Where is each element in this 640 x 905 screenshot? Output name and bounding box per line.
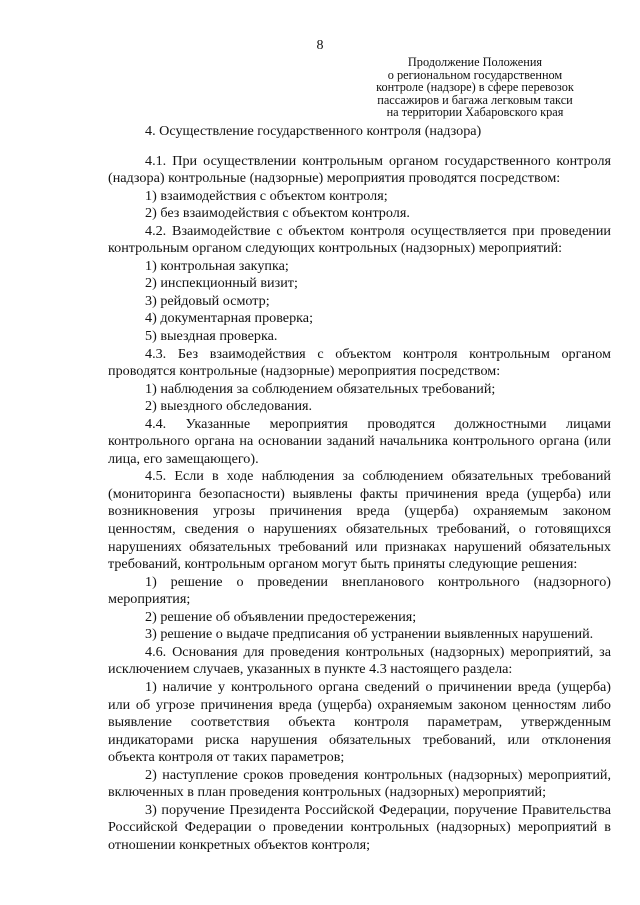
paragraph: 4.3. Без взаимодействия с объектом контроля контрольным органом проводятся контрольные (надзорные) мероприятия посредством:: [108, 345, 611, 380]
paragraph: 2) инспекционный визит;: [145, 275, 298, 292]
paragraph: 1) взаимодействия с объектом контроля;: [145, 187, 388, 204]
paragraph: 2) решение об объявлении предостережения;: [145, 608, 417, 625]
header-line: на территории Хабаровского края: [386, 105, 564, 120]
paragraph: 3) рейдовый осмотр;: [145, 292, 270, 309]
paragraph: 1) наличие у контрольного органа сведений о причинении вреда (ущерба) или об угрозе причинения вреда (ущерба) охраняемым законом ценностям либо выявление соответствия объекта контроля параметрам, утвержденным индикаторами риска нарушения обязательных требований, или отклонения объекта контроля от таких параметров;: [108, 678, 611, 766]
header-line: контроле (надзоре) в сфере перевозок: [376, 80, 574, 95]
paragraph: 4) документарная проверка;: [145, 310, 314, 327]
paragraph: 4.6. Основания для проведения контрольных (надзорных) мероприятий, за исключением случаев, указанных в пункте 4.3 настоящего раздела:: [108, 643, 611, 678]
section-title: 4. Осуществление государственного контроля (надзора): [145, 123, 482, 139]
paragraph: 5) выездная проверка.: [145, 328, 278, 345]
header-line: пассажиров и багажа легковым такси: [377, 92, 573, 107]
paragraph: 1) наблюдения за соблюдением обязательных требований;: [145, 380, 496, 397]
paragraph: 4.1. При осуществлении контрольным органом государственного контроля (надзора) контрольные (надзорные) мероприятия проводятся посредством:: [108, 152, 611, 187]
paragraph: 3) поручение Президента Российской Федерации, поручение Правительства Российской Федерации о проведении контрольных (надзорных) мероприятий в отношении конкретных объектов контроля;: [108, 801, 611, 853]
paragraph: 4.5. Если в ходе наблюдения за соблюдением обязательных требований (мониторинга безопасности) выявлены факты причинения вреда (ущерба) или возникновения угрозы причинения вреда (ущерба) охраняемым законом ценностям, сведения о нарушениях обязательных требований, о готовящихся нарушениях обязательных требований или признаках нарушений обязательных требований, контрольным органом могут быть приняты следующие решения:: [108, 468, 611, 573]
page-number: 8: [316, 38, 324, 53]
paragraph: 4.2. Взаимодействие с объектом контроля осуществляется при проведении контрольным органом следующих контрольных (надзорных) мероприятий:: [108, 222, 611, 257]
paragraph: 2) выездного обследования.: [145, 398, 313, 415]
header-line: о региональном государственном: [387, 67, 563, 82]
continuation-header: [350, 56, 600, 119]
paragraph: 3) решение о выдаче предписания об устранении выявленных нарушений.: [145, 626, 594, 643]
document-body: [108, 123, 611, 854]
paragraph: 1) решение о проведении внепланового контрольного (надзорного) мероприятия;: [108, 573, 611, 608]
paragraph: 4.4. Указанные мероприятия проводятся должностными лицами контрольного органа на основании заданий начальника контрольного органа (или лица, его замещающего).: [108, 415, 611, 467]
paragraph: 1) контрольная закупка;: [145, 257, 289, 274]
paragraph: 2) без взаимодействия с объектом контроля.: [145, 205, 410, 222]
paragraph: 2) наступление сроков проведения контрольных (надзорных) мероприятий, включенных в план проведения контрольных (надзорных) мероприятий;: [108, 766, 611, 801]
header-line: Продолжение Положения: [407, 55, 543, 69]
